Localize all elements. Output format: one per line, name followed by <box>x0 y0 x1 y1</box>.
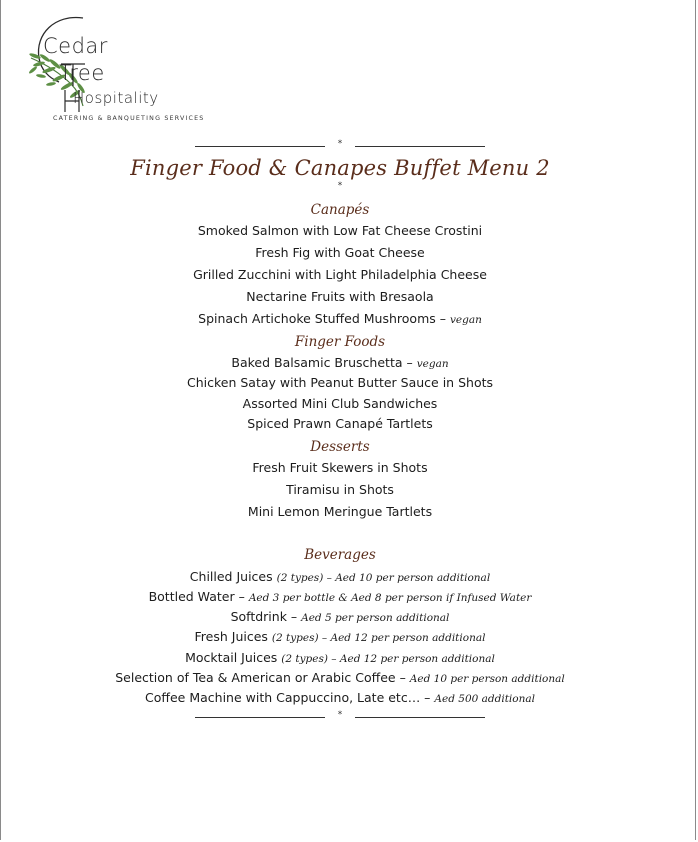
beverage-item: Chilled Juices (2 types) – Aed 10 per person additional <box>189 568 491 584</box>
company-logo <box>25 12 205 124</box>
leaf-branch-icon <box>25 12 205 124</box>
menu-item: Grilled Zucchini with Light Philadelphia Cheese <box>193 267 487 282</box>
menu-item: Fresh Fruit Skewers in Shots <box>252 459 428 475</box>
beverage-item: Mocktail Juices (2 types) – Aed 12 per person additional <box>185 649 495 665</box>
beverage-item: Selection of Tea & American or Arabic Coffee – Aed 10 per person additional <box>115 669 565 685</box>
logo-tagline: CATERING & BANQUETING SERVICES <box>53 115 205 122</box>
section-title: Canapés <box>310 202 370 218</box>
item-note: Aed 500 additional <box>434 693 535 706</box>
menu-item: Nectarine Fruits with Bresaola <box>246 289 434 304</box>
top-divider: * <box>195 140 485 152</box>
section-title: Finger Foods <box>294 334 386 350</box>
section-title: Desserts <box>310 438 370 455</box>
item-note: (2 types) – Aed 10 per person additional <box>276 571 491 584</box>
logo-line-3: Hospitality <box>73 89 159 107</box>
beverage-item: Fresh Juices (2 types) – Aed 12 per person additional <box>194 629 486 645</box>
logo-line-2: Tree <box>59 61 105 85</box>
menu-item: Fresh Fig with Goat Cheese <box>255 245 425 260</box>
menu-item: Tiramisu in Shots <box>286 481 394 497</box>
item-note: (2 types) – Aed 12 per person additional <box>271 632 486 645</box>
menu-content <box>1 140 679 723</box>
section-canapes <box>1 200 679 330</box>
section-finger-foods <box>1 332 679 435</box>
logo-line-1: Cedar <box>43 34 108 58</box>
item-note: vegan <box>416 358 449 370</box>
beverage-item: Bottled Water – Aed 3 per bottle & Aed 8 per person if Infused Water <box>148 588 532 604</box>
menu-item: Smoked Salmon with Low Fat Cheese Crostini <box>197 223 483 238</box>
beverage-item: Softdrink – Aed 5 per person additional <box>230 609 450 625</box>
menu-title: Finger Food & Canapes Buffet Menu 2 <box>130 156 550 180</box>
title-divider: * <box>337 181 343 191</box>
item-note: (2 types) – Aed 12 per person additional <box>281 652 495 665</box>
item-note: Aed 5 per person additional <box>301 612 450 625</box>
beverage-item: Coffee Machine with Cappuccino, Late etc… – Aed 500 additional <box>145 690 535 706</box>
menu-item: Mini Lemon Meringue Tartlets <box>247 503 433 519</box>
menu-item: Spiced Prawn Canapé Tartlets <box>247 416 433 431</box>
item-note: vegan <box>449 314 482 326</box>
menu-item: Assorted Mini Club Sandwiches <box>242 395 438 411</box>
section-beverages <box>1 545 679 709</box>
menu-item: Baked Balsamic Bruschetta – vegan <box>231 355 449 370</box>
section-title: Beverages <box>304 546 376 563</box>
menu-item: Spinach Artichoke Stuffed Mushrooms – vegan <box>198 311 482 326</box>
item-note: Aed 10 per person additional <box>409 672 565 685</box>
menu-item: Chicken Satay with Peanut Butter Sauce in Shots <box>187 375 493 390</box>
bottom-divider: * <box>195 711 485 723</box>
section-desserts <box>1 437 679 523</box>
item-note: Aed 3 per bottle & Aed 8 per person if Infused Water <box>248 591 532 604</box>
